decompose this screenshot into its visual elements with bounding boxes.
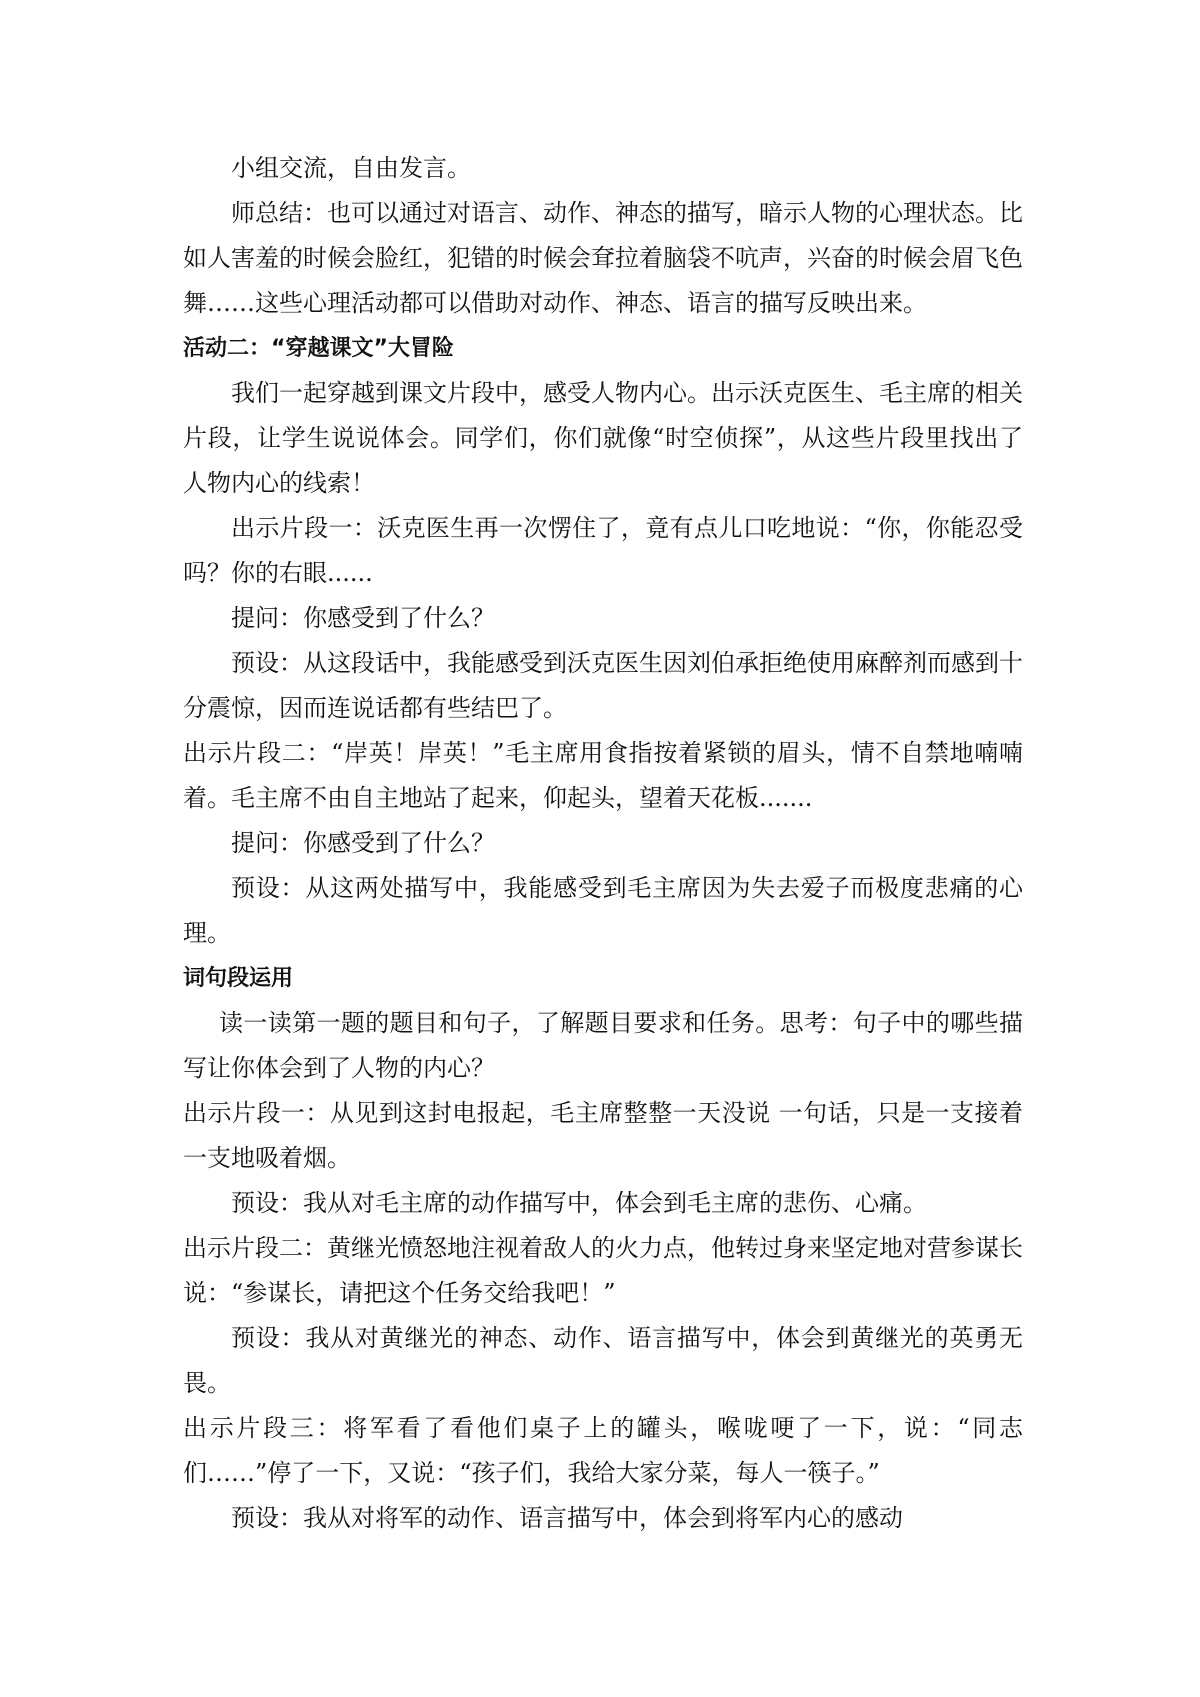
- document-body: [183, 146, 1023, 1541]
- paragraph-group-discussion: 小组交流，自由发言。: [231, 154, 471, 182]
- paragraph-question-two: 提问：你感受到了什么？: [231, 829, 495, 857]
- heading-sentence-usage: 词句段运用: [183, 966, 294, 991]
- paragraph-usage-answer-three: 预设：我从对将军的动作、语言描写中，体会到将军内心的感动: [231, 1504, 903, 1532]
- paragraph-teacher-summary: 师总结：也可以通过对语言、动作、神态的描写，暗示人物的心理状态。比如人害羞的时候会脸红，犯错的时候会耷拉着脑袋不吭声，兴奋的时候会眉飞色舞……这些心理活动都可以借助对动作、神态、语言的描写反映出来。: [183, 199, 1023, 317]
- paragraph-usage-excerpt-three: 出示片段三：将军看了看他们桌子上的罐头，喉咙哽了一下，说：“同志们……”停了一下，又说：“孩子们，我给大家分菜，每人一筷子。”: [183, 1414, 1023, 1487]
- paragraph-usage-excerpt-one: 出示片段一：从见到这封电报起，毛主席整整一天没说 一句话，只是一支接着一支地吸着烟。: [183, 1099, 1023, 1172]
- paragraph-question-one: 提问：你感受到了什么？: [231, 604, 495, 632]
- paragraph-excerpt-one: 出示片段一：沃克医生再一次愣住了，竟有点儿口吃地说：“你，你能忍受吗？你的右眼......: [183, 514, 1023, 587]
- paragraph-activity-intro: 我们一起穿越到课文片段中，感受人物内心。出示沃克医生、毛主席的相关片段，让学生说说体会。同学们，你们就像“时空侦探”，从这些片段里找出了人物内心的线索！: [183, 379, 1023, 497]
- paragraph-excerpt-two: 出示片段二：“岸英！岸英！”毛主席用食指按着紧锁的眉头，情不自禁地喃喃着。毛主席不由自主地站了起来，仰起头，望着天花板.......: [183, 739, 1023, 812]
- paragraph-usage-answer-one: 预设：我从对毛主席的动作描写中，体会到毛主席的悲伤、心痛。: [231, 1189, 927, 1217]
- paragraph-task-instruction: 读一读第一题的题目和句子，了解题目要求和任务。思考：句子中的哪些描写让你体会到了人物的内心？: [183, 1009, 1023, 1082]
- paragraph-usage-answer-two: 预设：我从对黄继光的神态、动作、语言描写中，体会到黄继光的英勇无畏。: [183, 1324, 1023, 1397]
- paragraph-answer-two: 预设：从这两处描写中，我能感受到毛主席因为失去爱子而极度悲痛的心理。: [183, 874, 1023, 947]
- paragraph-usage-excerpt-two: 出示片段二：黄继光愤怒地注视着敌人的火力点，他转过身来坚定地对营参谋长说：“参谋长，请把这个任务交给我吧！”: [183, 1234, 1023, 1307]
- heading-activity-two: 活动二：“穿越课文”大冒险: [183, 336, 454, 361]
- paragraph-answer-one: 预设：从这段话中，我能感受到沃克医生因刘伯承拒绝使用麻醉剂而感到十分震惊，因而连说话都有些结巴了。: [183, 649, 1023, 722]
